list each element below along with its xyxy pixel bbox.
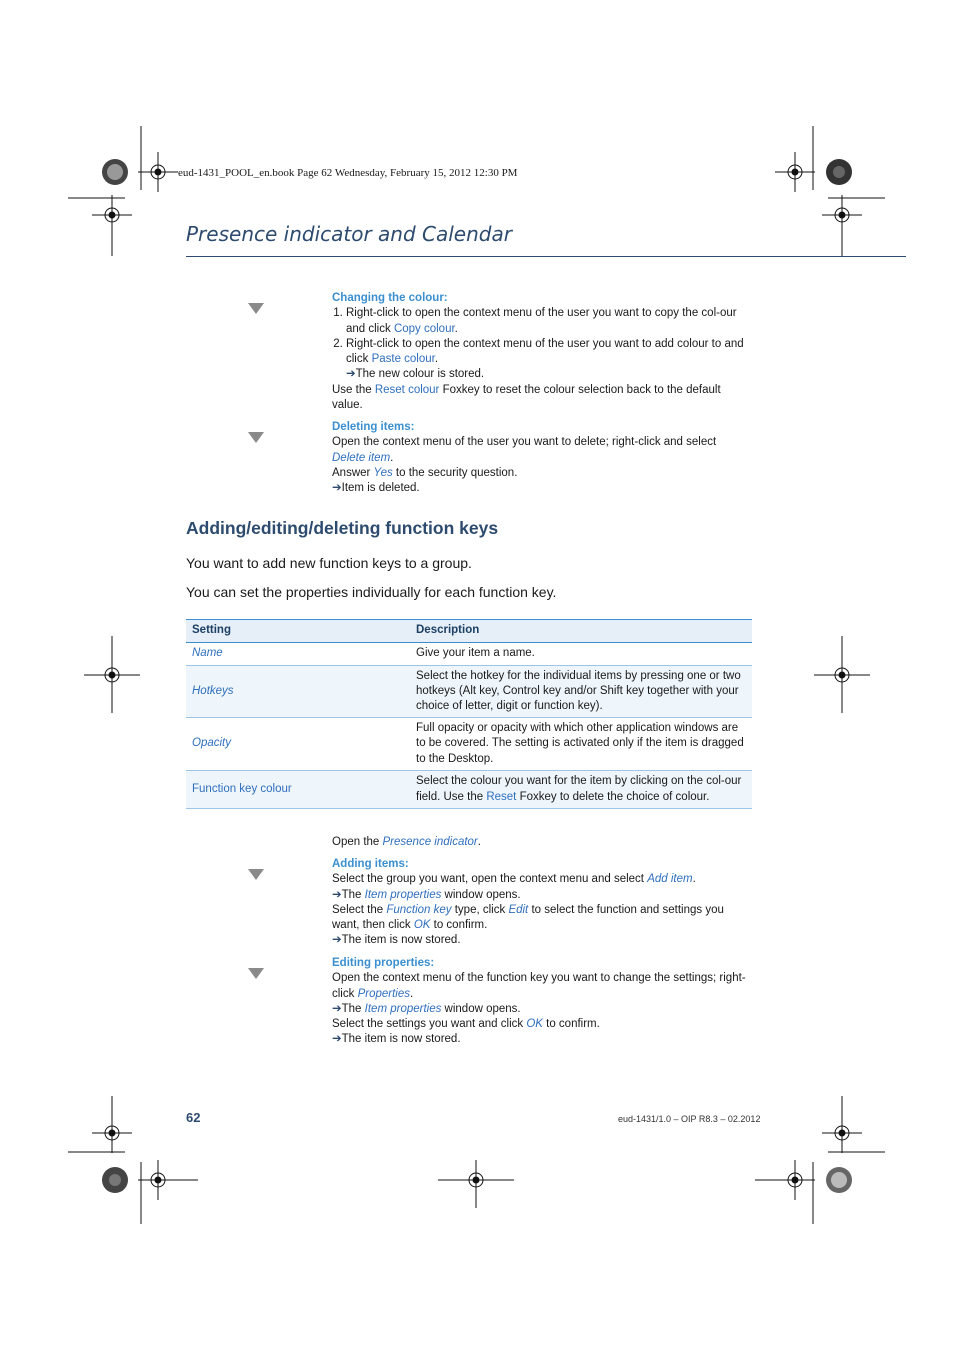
paste-colour-link: Paste colour: [371, 353, 435, 366]
deleting-items-heading: Deleting items:: [332, 421, 415, 433]
editing-text: Open the context menu of the function key you want to change the settings; right-click Properties.: [332, 972, 746, 1000]
open-presence-text: Open the Presence indicator.: [332, 836, 481, 848]
setting-name: Name: [186, 643, 410, 666]
page-number: 62: [186, 1110, 201, 1125]
chapter-title: Presence indicator and Calendar: [186, 222, 512, 246]
document-id: eud-1431/1.0 – OIP R8.3 – 02.2012: [618, 1114, 761, 1124]
changing-colour-heading: Changing the colour:: [332, 292, 448, 304]
editing-result-1: ➔The Item properties window opens.: [332, 1002, 521, 1015]
setting-name: Hotkeys: [186, 666, 410, 718]
triangle-marker-icon: [248, 303, 264, 314]
result-arrow-icon: ➔: [332, 934, 342, 947]
table-header-row: [186, 620, 752, 643]
result-arrow-icon: ➔: [332, 888, 342, 901]
step-2: 2. Right-click to open the context menu of the user you want to add colour to and click Paste colour.: [346, 337, 752, 368]
setting-description: Full opacity or opacity with which other application windows are to be covered. The setting is activated only if the item is dragged to the Desktop.: [410, 718, 752, 771]
deleting-text: Open the context menu of the user you want to delete; right-click and select Delete item.: [332, 436, 717, 464]
section-title: Adding/editing/deleting function keys: [186, 518, 499, 538]
triangle-marker-icon: [248, 432, 264, 443]
editing-select-text: Select the settings you want and click OK to confirm.: [332, 1018, 600, 1031]
table-row: [186, 718, 752, 771]
editing-properties-section: [332, 956, 752, 1048]
result-arrow-icon: ➔: [346, 368, 356, 381]
adding-select-text: Select the Function key type, click Edit to select the function and settings you want, then click OK to confirm.: [332, 903, 724, 932]
header-rule: [186, 256, 906, 257]
intro-text-1: You want to add new function keys to a group.: [186, 555, 472, 571]
adding-items-section: [332, 857, 752, 949]
reset-colour-note: Use the Reset colour Foxkey to reset the colour selection back to the default value.: [332, 383, 721, 412]
deleting-items-section: [332, 420, 752, 496]
changing-colour-section: [332, 291, 752, 413]
editing-properties-heading: Editing properties:: [332, 957, 435, 969]
deleting-result: ➔Item is deleted.: [332, 482, 420, 495]
copy-colour-link: Copy colour: [393, 322, 455, 335]
adding-result-2: ➔The item is now stored.: [332, 934, 461, 947]
setting-name: Function key colour: [186, 771, 410, 809]
setting-description: Select the colour you want for the item by clicking on the col-our field. Use the Reset Foxkey to delete the choice of colour.: [410, 771, 752, 809]
table-row: [186, 771, 752, 809]
editing-result-2: ➔The item is now stored.: [332, 1033, 461, 1046]
result-arrow-icon: ➔: [332, 482, 342, 495]
triangle-marker-icon: [248, 968, 264, 979]
adding-text: Select the group you want, open the context menu and select Add item.: [332, 873, 696, 886]
setting-name: Opacity: [186, 718, 410, 771]
column-header-description: Description: [410, 620, 752, 643]
book-header: eud-1431_POOL_en.book Page 62 Wednesday, February 15, 2012 12:30 PM: [178, 167, 518, 179]
settings-table: [186, 619, 752, 809]
changing-colour-steps: [332, 306, 752, 367]
triangle-marker-icon: [248, 869, 264, 880]
colour-result: ➔The new colour is stored.: [346, 368, 485, 381]
intro-text-2: You can set the properties individually for each function key.: [186, 584, 557, 600]
column-header-setting: Setting: [186, 620, 410, 643]
setting-description: Give your item a name.: [410, 643, 752, 666]
result-arrow-icon: ➔: [332, 1002, 342, 1015]
adding-result-1: ➔The Item properties window opens.: [332, 888, 521, 901]
step-1: 1. Right-click to open the context menu of the user you want to copy the col-our and click Copy colour.: [346, 306, 752, 337]
answer-text: Answer Yes to the security question.: [332, 466, 518, 479]
adding-items-heading: Adding items:: [332, 858, 409, 870]
result-arrow-icon: ➔: [332, 1033, 342, 1046]
table-row: [186, 643, 752, 666]
table-row: [186, 666, 752, 718]
setting-description: Select the hotkey for the individual items by pressing one or two hotkeys (Alt key, Control key and/or Shift key together with your choice of letter, digit or function key).: [410, 666, 752, 718]
